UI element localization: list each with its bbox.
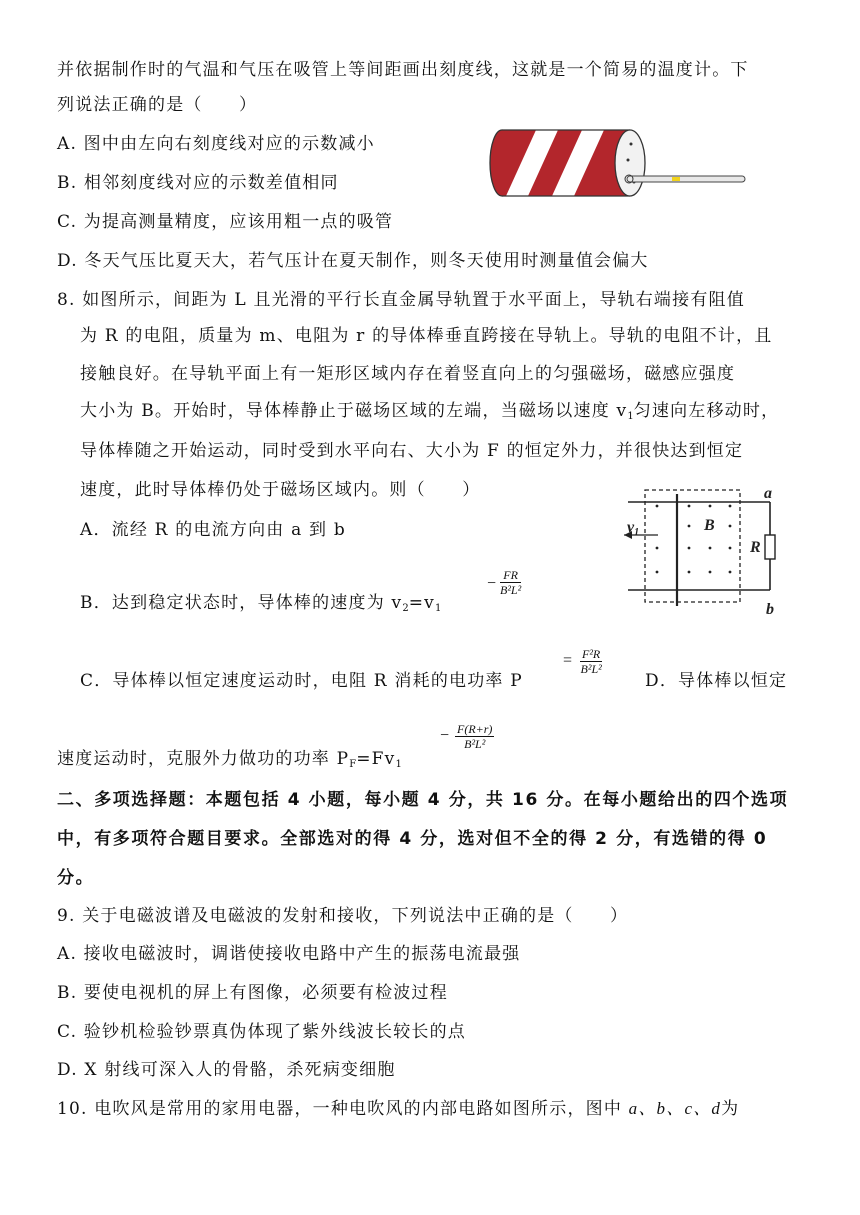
q8-option-d-denominator: B²L² [464, 737, 486, 751]
q8-option-d-cont: 速度运动时，克服外力做功的功率 $P_F=Fv_1$ [57, 749, 402, 770]
q9-option-a: A. 接收电磁波时，调谐使接收电路中产生的振荡电流最强 [57, 944, 521, 964]
rail-magnetic-field-figure [620, 482, 790, 620]
section2-heading-line1: 二、多项选择题：本题包括 4 小题，每小题 4 分，共 16 分。在每小题给出的四个选项 [57, 790, 789, 810]
q7-option-a: A. 图中由左向右刻度线对应的示数减小 [57, 134, 375, 154]
q7-option-d: D. 冬天气压比夏天大，若气压计在夏天制作，则冬天使用时测量值会偏大 [57, 251, 649, 271]
q7-intro-line2: 列说法正确的是（ ） [57, 95, 258, 115]
q9-option-c: C. 验钞机检验钞票真伪体现了紫外线波长较长的点 [57, 1022, 467, 1042]
q9-option-b: B. 要使电视机的屏上有图像，必须要有检波过程 [57, 983, 448, 1003]
q8-option-d-fraction [455, 722, 494, 751]
section2-heading-line3: 分。 [57, 868, 95, 888]
q8-option-d-start: D．导体棒以恒定 [645, 671, 788, 691]
q8-option-b-sign: − [487, 575, 497, 592]
q8-stem-line2: 为 R 的电阻，质量为 m、电阻为 r 的导体棒垂直跨接在导轨上。导轨的电阻不计，且 [80, 326, 773, 346]
velocity-label: v1 [627, 519, 640, 538]
q8-stem-line1: 8. 如图所示，间距为 L 且光滑的平行长直金属导轨置于水平面上，导轨右端接有阻值 [57, 290, 745, 310]
q7-intro-line1: 并依据制作时的气温和气压在吸管上等间距画出刻度线，这就是一个简易的温度计。下 [57, 60, 749, 80]
q9-stem: 9. 关于电磁波谱及电磁波的发射和接收，下列说法中正确的是（ ） [57, 906, 629, 926]
q8-stem-line4: 大小为 B。开始时，导体棒静止于磁场区域的左端，当磁场以速度 $v_1$匀速向左移动时， [80, 401, 780, 422]
q8-option-d-sign: − [440, 727, 450, 744]
q8-option-b: B．达到稳定状态时，导体棒的速度为 $v_2=v_1$ [80, 593, 442, 614]
terminal-b-label: b [766, 601, 774, 618]
q8-option-b-numerator: FR [500, 568, 521, 583]
field-b-label: B [704, 517, 715, 534]
q8-stem-line5: 导体棒随之开始运动，同时受到水平向右、大小为 F 的恒定外力，并很快达到恒定 [80, 441, 744, 461]
q8-option-b-fraction [500, 568, 521, 597]
q8-option-c-denominator: B²L² [580, 662, 602, 676]
terminal-a-label: a [764, 485, 772, 502]
resistor-r-label: R [750, 539, 761, 556]
q8-stem-line6: 速度，此时导体棒仍处于磁场区域内。则（ ） [80, 480, 481, 500]
section2-heading-line2: 中，有多项符合题目要求。全部选对的得 4 分，选对但不全的得 2 分，有选错的得 0 [57, 829, 768, 849]
q8-option-b-denominator: B²L² [500, 583, 522, 597]
q8-option-c-sign: = [563, 652, 573, 669]
q8-option-a: A．流经 R 的电流方向由 a 到 b [80, 520, 346, 540]
q9-option-d: D. X 射线可深入人的骨骼，杀死病变细胞 [57, 1060, 396, 1080]
q8-option-c: C．导体棒以恒定速度运动时，电阻 R 消耗的电功率 P [80, 671, 523, 691]
can-thermometer-figure [488, 122, 750, 200]
q8-option-c-numerator: F²R [582, 647, 601, 661]
q7-option-c: C. 为提高测量精度，应该用粗一点的吸管 [57, 212, 394, 232]
q8-option-c-fraction [580, 647, 602, 676]
q8-stem-line3: 接触良好。在导轨平面上有一矩形区域内存在着竖直向上的匀强磁场，磁感应强度 [80, 364, 736, 384]
q7-option-b: B. 相邻刻度线对应的示数差值相同 [57, 173, 339, 193]
q8-option-d-numerator: F(R+r) [457, 722, 493, 736]
q10-stem: 10. 电吹风是常用的家用电器，一种电吹风的内部电路如图所示，图中 a、b、c、d为 [57, 1099, 740, 1119]
